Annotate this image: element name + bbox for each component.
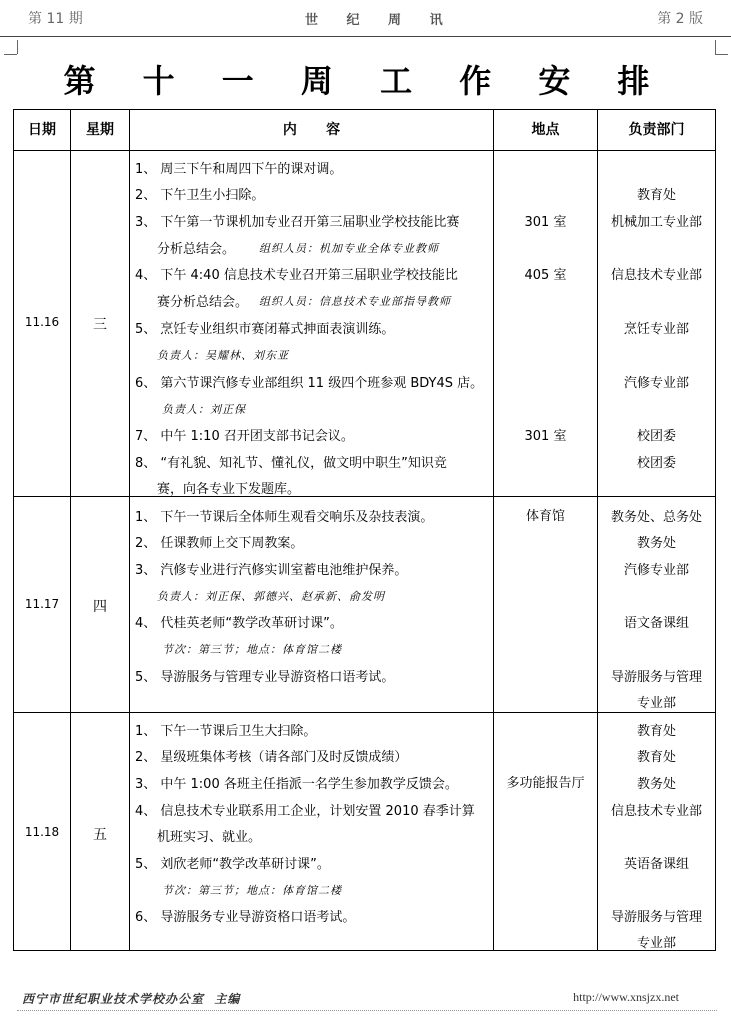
- task-line: 3、 汽修专业进行汽修实训室蓄电池维护保养。: [135, 563, 408, 578]
- task-note: 负责人：刘正保、郭德兴、赵承新、俞发明: [157, 590, 385, 603]
- dept-cell: 校团委: [636, 456, 676, 471]
- row-divider: [14, 712, 715, 713]
- task-line: 1、 下午一节课后全体师生观看交响乐及杂技表演。: [135, 510, 434, 525]
- task-line: 5、 导游服务与管理专业导游资格口语考试。: [135, 670, 395, 685]
- place-cell: 301 室: [524, 429, 567, 444]
- col-divider: [597, 110, 598, 950]
- header-place: 地点: [531, 122, 560, 138]
- task-line: 赛，向各专业下发题库。: [157, 482, 301, 497]
- place-cell: 体育馆: [525, 509, 565, 524]
- task-line: 4、 代桂英老师“教学改革研讨课”。: [135, 616, 343, 631]
- dept-cell: 导游服务与管理: [610, 910, 702, 925]
- task-line: 1、 下午一节课后卫生大扫除。: [135, 724, 317, 739]
- crop-mark: [17, 40, 18, 54]
- dept-cell: 英语备课组: [623, 857, 689, 872]
- col-divider: [493, 110, 494, 950]
- place-cell: 多功能报告厅: [506, 776, 585, 791]
- dept-cell: 教育处: [636, 724, 676, 739]
- dept-cell: 教务处: [636, 777, 676, 792]
- header-weekday: 星期: [86, 122, 114, 138]
- row-divider: [14, 150, 715, 151]
- place-cell: 301 室: [524, 215, 567, 230]
- date-cell: 11.16: [24, 315, 60, 329]
- dept-cell: 烹饪专业部: [623, 322, 689, 337]
- weekday-cell: 五: [93, 827, 107, 843]
- page-number: 第 2 版: [657, 11, 703, 27]
- task-line: 1、 周三下午和周四下午的课对调。: [135, 162, 343, 177]
- dept-cell: 汽修专业部: [623, 376, 689, 391]
- issue-number: 第 11 期: [28, 11, 83, 27]
- task-line: 分析总结会。: [157, 242, 236, 257]
- dept-cell: 教务处: [636, 536, 676, 551]
- dept-cell: 教育处: [636, 188, 676, 203]
- task-note: 节次：第三节；地点：体育馆二楼: [162, 643, 342, 656]
- task-line: 5、 刘欣老师“教学改革研讨课”。: [135, 857, 330, 872]
- task-line: 赛分析总结会。: [157, 295, 249, 310]
- task-note: 负责人：吴耀林、刘东亚: [157, 349, 289, 362]
- dept-cell: 专业部: [636, 936, 676, 951]
- place-cell: 405 室: [524, 268, 567, 283]
- dept-cell: 汽修专业部: [623, 563, 689, 578]
- dept-cell: 信息技术专业部: [610, 268, 702, 283]
- task-line: 7、 中午 1:10 召开团支部书记会议。: [135, 429, 354, 444]
- task-line: 3、 中午 1:00 各班主任指派一名学生参加教学反馈会。: [135, 777, 458, 792]
- paper-name: 世 纪 周 讯: [305, 13, 455, 28]
- weekday-cell: 三: [93, 317, 107, 333]
- row-divider: [14, 496, 715, 497]
- header-dept: 负责部门: [628, 122, 685, 138]
- dept-cell: 教育处: [636, 750, 676, 765]
- dept-cell: 导游服务与管理: [610, 670, 702, 685]
- task-line: 4、 下午 4:40 信息技术专业召开第三届职业学校技能比: [135, 268, 458, 283]
- dept-cell: 语文备课组: [623, 616, 689, 631]
- date-cell: 11.18: [24, 825, 60, 839]
- task-line: 8、 “有礼貌、知礼节、懂礼仪，做文明中职生”知识竞: [135, 456, 447, 471]
- task-line: 5、 烹饪专业组织市赛闭幕式抻面表演训练。: [135, 322, 395, 337]
- task-line: 2、 任课教师上交下周教案。: [135, 536, 304, 551]
- page-header: [0, 0, 731, 37]
- dept-cell: 专业部: [636, 696, 676, 711]
- dept-cell: 校团委: [636, 429, 676, 444]
- task-note: 组织人员：机加专业全体专业教师: [259, 242, 439, 255]
- task-line: 6、 导游服务专业导游资格口语考试。: [135, 910, 356, 925]
- task-note: 节次：第三节；地点：体育馆二楼: [162, 884, 342, 897]
- dept-cell: 机械加工专业部: [610, 215, 702, 230]
- crop-mark: [4, 54, 17, 55]
- task-note: 负责人：刘正保: [162, 403, 246, 416]
- page-title: 第 十 一 周 工 作 安 排: [63, 62, 668, 100]
- header-content: 内 容: [282, 122, 341, 138]
- col-divider: [129, 110, 130, 950]
- task-line: 机班实习、就业。: [157, 830, 262, 845]
- footer-divider: [17, 1010, 717, 1011]
- task-line: 4、 信息技术专业联系用工企业，计划安置 2010 春季计算: [135, 804, 475, 819]
- task-line: 2、 星级班集体考核（请各部门及时反馈成绩）: [135, 750, 408, 765]
- dept-cell: 教务处、总务处: [610, 510, 702, 525]
- header-date: 日期: [28, 122, 56, 138]
- crop-mark: [715, 40, 716, 54]
- footer-editor: 西宁市世纪职业技术学校办公室 主编: [22, 992, 241, 1006]
- footer-url[interactable]: http://www.xnsjzx.net: [573, 990, 679, 1004]
- crop-mark: [715, 54, 728, 55]
- dept-cell: 信息技术专业部: [610, 804, 702, 819]
- date-cell: 11.17: [24, 597, 60, 611]
- weekday-cell: 四: [93, 599, 107, 615]
- task-line: 6、 第六节课汽修专业部组织 11 级四个班参观 BDY4S 店。: [135, 376, 484, 391]
- task-line: 2、 下午卫生小扫除。: [135, 188, 265, 203]
- task-line: 3、 下午第一节课机加专业召开第三届职业学校技能比赛: [135, 215, 460, 230]
- task-note: 组织人员：信息技术专业部指导教师: [259, 295, 451, 308]
- schedule-table: [13, 109, 716, 951]
